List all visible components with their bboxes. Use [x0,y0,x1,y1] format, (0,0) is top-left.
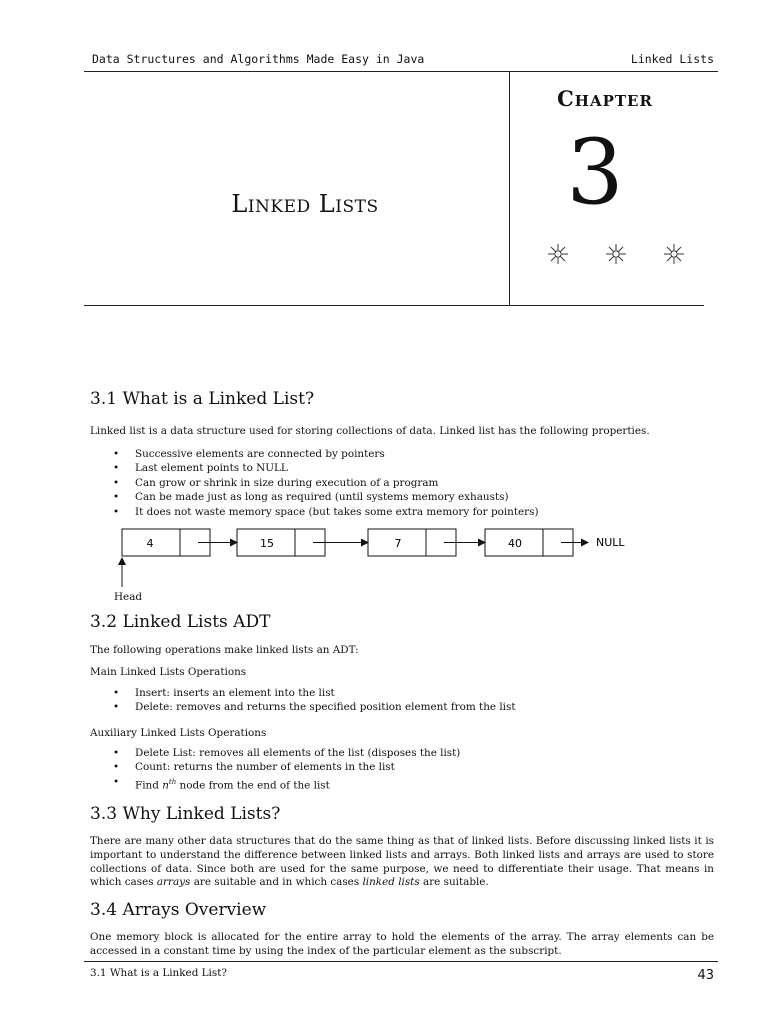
linked-list-svg [100,522,660,612]
bullet-dot: • [113,687,120,699]
list-item: • Can be made just as long as required (until systems memory exhausts) [113,491,509,504]
node-3-box [368,529,456,556]
bullet-dot: • [113,775,120,788]
bullet-dot: • [113,747,120,759]
section-3-1-intro: Linked list is a data structure used for storing collections of data. Linked list has the following properties. [90,425,650,437]
list-item: • It does not waste memory space (but takes some extra memory for pointers) [113,505,539,518]
chapter-title: Linked Lists [231,190,379,218]
sparkle-icon [546,242,570,266]
list-item: • Delete List: removes all elements of the list (disposes the list) [113,747,461,759]
bullet-dot: • [113,476,120,489]
section-heading-3-4: 3.4 Arrays Overview [90,900,267,920]
bullet-dot: • [113,462,120,475]
node-1-value: 4 [146,537,154,550]
main-operations-list [113,686,516,715]
section-heading-3-3: 3.3 Why Linked Lists? [90,804,281,824]
node-2-value: 15 [260,537,274,550]
node-4-box [485,529,573,556]
section-3-4-text: One memory block is allocated for the entire array to hold the elements of the array. The array elements can be accessed in a constant time by using the index of the particular element as the subscript. [90,931,714,957]
bullet-dot: • [113,761,120,774]
bullet-dot: • [113,701,120,714]
list-item: • Count: returns the number of elements in the list [113,761,395,774]
book-title: Data Structures and Algorithms Made Easy in Java [92,52,425,66]
node-4-value: 40 [508,537,522,550]
chapter-rule [84,305,704,306]
running-chapter-name: Linked Lists [630,52,714,66]
chapter-number: 3 [566,120,624,225]
list-item: • Last element points to NULL [113,462,288,475]
section-heading-3-1: 3.1 What is a Linked List? [90,389,315,409]
bullet-dot: • [113,491,120,504]
null-label: NULL [596,536,625,549]
list-item: • Can grow or shrink in size during execution of a program [113,476,439,489]
section-3-2-intro: The following operations make linked lists an ADT: [90,644,359,656]
section-3-3-text: There are many other data structures that do the same thing as that of linked lists. Before discussing linked lists it is important to understand the difference between linked lists and arrays. Both linked lists and arrays are used to store collections of data. Since both are used for the same purpose, we need to differentiate their usage. That means in which cases arrays are suitable and in which cases linked lists are suitable. [90,835,714,889]
chapter-divider [509,72,510,306]
running-header [84,50,718,72]
sparkle-icon [604,242,628,266]
page-number: 43 [697,968,714,983]
auxiliary-operations-label: Auxiliary Linked Lists Operations [90,727,267,739]
page-footer [84,961,718,985]
footer-section-ref: 3.1 What is a Linked List? [90,967,227,979]
node-1-box [122,529,210,556]
auxiliary-operations-list [113,746,460,793]
chapter-ornaments [546,242,686,272]
bullet-dot: • [113,448,120,460]
list-item: • Insert: inserts an element into the list [113,687,335,699]
node-3-value: 7 [394,537,402,550]
section-heading-3-2: 3.2 Linked Lists ADT [90,612,271,632]
properties-list [113,447,539,519]
bullet-dot: • [113,505,120,518]
node-2-box [237,529,325,556]
linked-list-diagram [100,522,660,612]
main-operations-label: Main Linked Lists Operations [90,666,247,678]
sparkle-icon [662,242,686,266]
list-item: • Delete: removes and returns the specified position element from the list [113,701,516,714]
list-item: • Find $n^{th}$ node from the end of the list [113,775,330,792]
list-item: • Successive elements are connected by pointers [113,448,385,460]
chapter-label: Chapter [557,86,653,111]
head-label: Head [114,591,143,603]
